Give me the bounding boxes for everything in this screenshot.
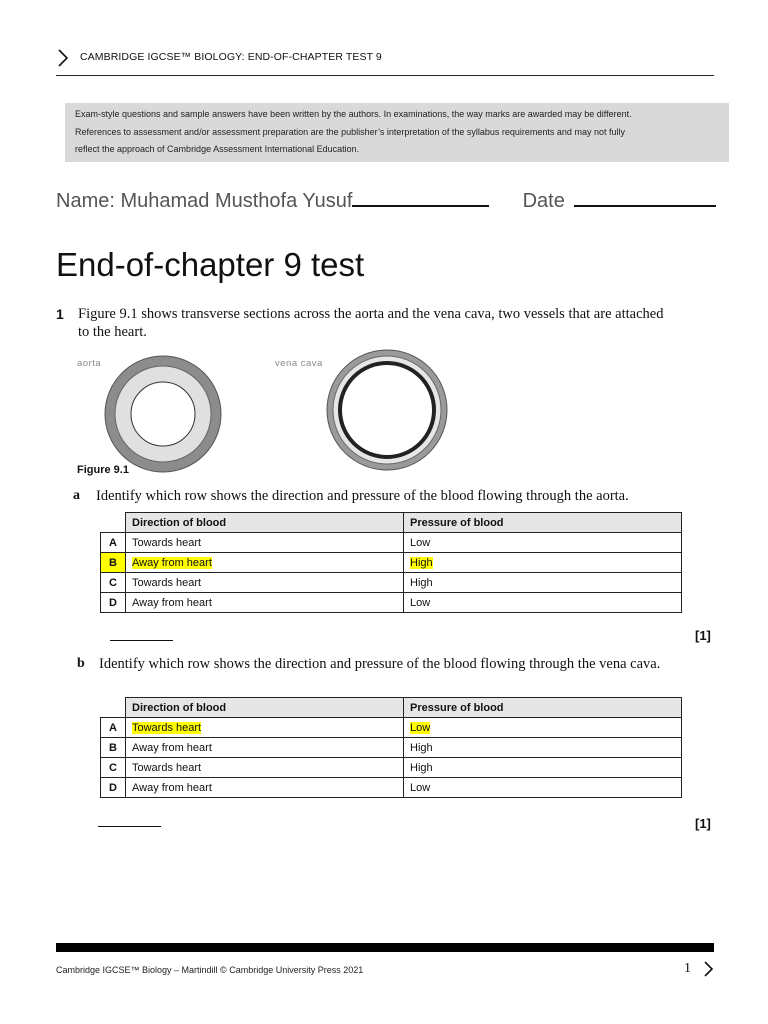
column-header: Pressure of blood bbox=[404, 513, 682, 533]
part-text: Identify which row shows the direction and pressure of the blood flowing through the vena cava. bbox=[99, 656, 661, 672]
next-page-chevron-icon[interactable] bbox=[702, 960, 714, 978]
direction-cell: Away from heart bbox=[126, 593, 404, 613]
highlighted-answer: High bbox=[410, 556, 433, 569]
direction-cell: Towards heart bbox=[126, 758, 404, 778]
pressure-cell: Low bbox=[404, 778, 682, 798]
figure-caption: Figure 9.1 bbox=[77, 464, 129, 476]
header-rule bbox=[56, 75, 714, 76]
direction-cell bbox=[126, 553, 404, 573]
column-header: Pressure of blood bbox=[404, 698, 682, 718]
direction-cell bbox=[126, 718, 404, 738]
pressure-cell: High bbox=[404, 758, 682, 778]
table-row[interactable] bbox=[101, 758, 682, 778]
table-row-selected[interactable] bbox=[101, 718, 682, 738]
row-letter: C bbox=[101, 758, 126, 778]
vena-cava-cross-section bbox=[325, 348, 449, 472]
direction-cell: Towards heart bbox=[126, 573, 404, 593]
direction-cell: Towards heart bbox=[126, 533, 404, 553]
aorta-cross-section bbox=[102, 353, 224, 475]
row-letter: D bbox=[101, 778, 126, 798]
answer-line-b[interactable] bbox=[98, 826, 161, 827]
table-row[interactable] bbox=[101, 573, 682, 593]
pressure-cell bbox=[404, 553, 682, 573]
disclaimer-line: Exam-style questions and sample answers have been written by the authors. In examinations, the way marks are awarded may be different. bbox=[75, 109, 632, 119]
mark-allocation: [1] bbox=[695, 628, 711, 643]
pressure-cell: High bbox=[404, 573, 682, 593]
page-title: End-of-chapter 9 test bbox=[56, 246, 365, 283]
direction-cell: Away from heart bbox=[126, 738, 404, 758]
row-letter: A bbox=[101, 718, 126, 738]
highlighted-answer: Low bbox=[410, 721, 431, 734]
question-number: 1 bbox=[56, 306, 64, 322]
disclaimer-box bbox=[65, 103, 729, 162]
running-header: CAMBRIDGE IGCSE™ BIOLOGY: END-OF-CHAPTER TEST 9 bbox=[80, 51, 382, 63]
name-underline bbox=[352, 188, 489, 207]
figure-label-aorta: aorta bbox=[77, 358, 102, 369]
page-number: 1 bbox=[684, 961, 691, 976]
part-text: Identify which row shows the direction and pressure of the blood flowing through the aorta. bbox=[96, 488, 629, 504]
question-text: Figure 9.1 shows transverse sections across the aorta and the vena cava, two vessels that are attached to the heart. bbox=[78, 306, 664, 340]
table-row[interactable] bbox=[101, 778, 682, 798]
row-letter: B bbox=[101, 553, 126, 573]
row-letter: B bbox=[101, 738, 126, 758]
column-header: Direction of blood bbox=[126, 698, 404, 718]
mark-allocation: [1] bbox=[695, 816, 711, 831]
answer-line-a[interactable] bbox=[110, 640, 173, 641]
column-header: Direction of blood bbox=[126, 513, 404, 533]
name-label: Name: bbox=[56, 190, 115, 212]
highlighted-answer: Away from heart bbox=[132, 556, 212, 569]
part-letter: a bbox=[73, 488, 80, 503]
answer-table-a bbox=[100, 512, 682, 613]
table-row[interactable] bbox=[101, 593, 682, 613]
footer-credit: Cambridge IGCSE™ Biology – Martindill © Cambridge University Press 2021 bbox=[56, 965, 364, 975]
highlighted-answer: Towards heart bbox=[132, 721, 202, 734]
row-letter: D bbox=[101, 593, 126, 613]
chevron-right-icon bbox=[56, 48, 70, 68]
table-row[interactable] bbox=[101, 533, 682, 553]
name-value[interactable]: Muhamad Musthofa Yusuf bbox=[120, 190, 353, 212]
name-date-row bbox=[56, 188, 716, 213]
row-letter: A bbox=[101, 533, 126, 553]
pressure-cell: Low bbox=[404, 593, 682, 613]
footer-bar bbox=[56, 943, 714, 952]
table-row-selected[interactable] bbox=[101, 553, 682, 573]
date-field[interactable] bbox=[574, 188, 716, 207]
direction-cell: Away from heart bbox=[126, 778, 404, 798]
row-letter: C bbox=[101, 573, 126, 593]
answer-table-b bbox=[100, 697, 682, 798]
part-letter: b bbox=[77, 656, 85, 671]
date-label: Date bbox=[522, 190, 565, 212]
pressure-cell: Low bbox=[404, 533, 682, 553]
disclaimer-line: reflect the approach of Cambridge Assessment International Education. bbox=[75, 144, 360, 154]
pressure-cell bbox=[404, 718, 682, 738]
table-row[interactable] bbox=[101, 738, 682, 758]
pressure-cell: High bbox=[404, 738, 682, 758]
disclaimer-line: References to assessment and/or assessment preparation are the publisher’s interpretation of the syllabus requirements and may not fully bbox=[75, 126, 625, 137]
figure-label-vena-cava: vena cava bbox=[275, 358, 323, 369]
